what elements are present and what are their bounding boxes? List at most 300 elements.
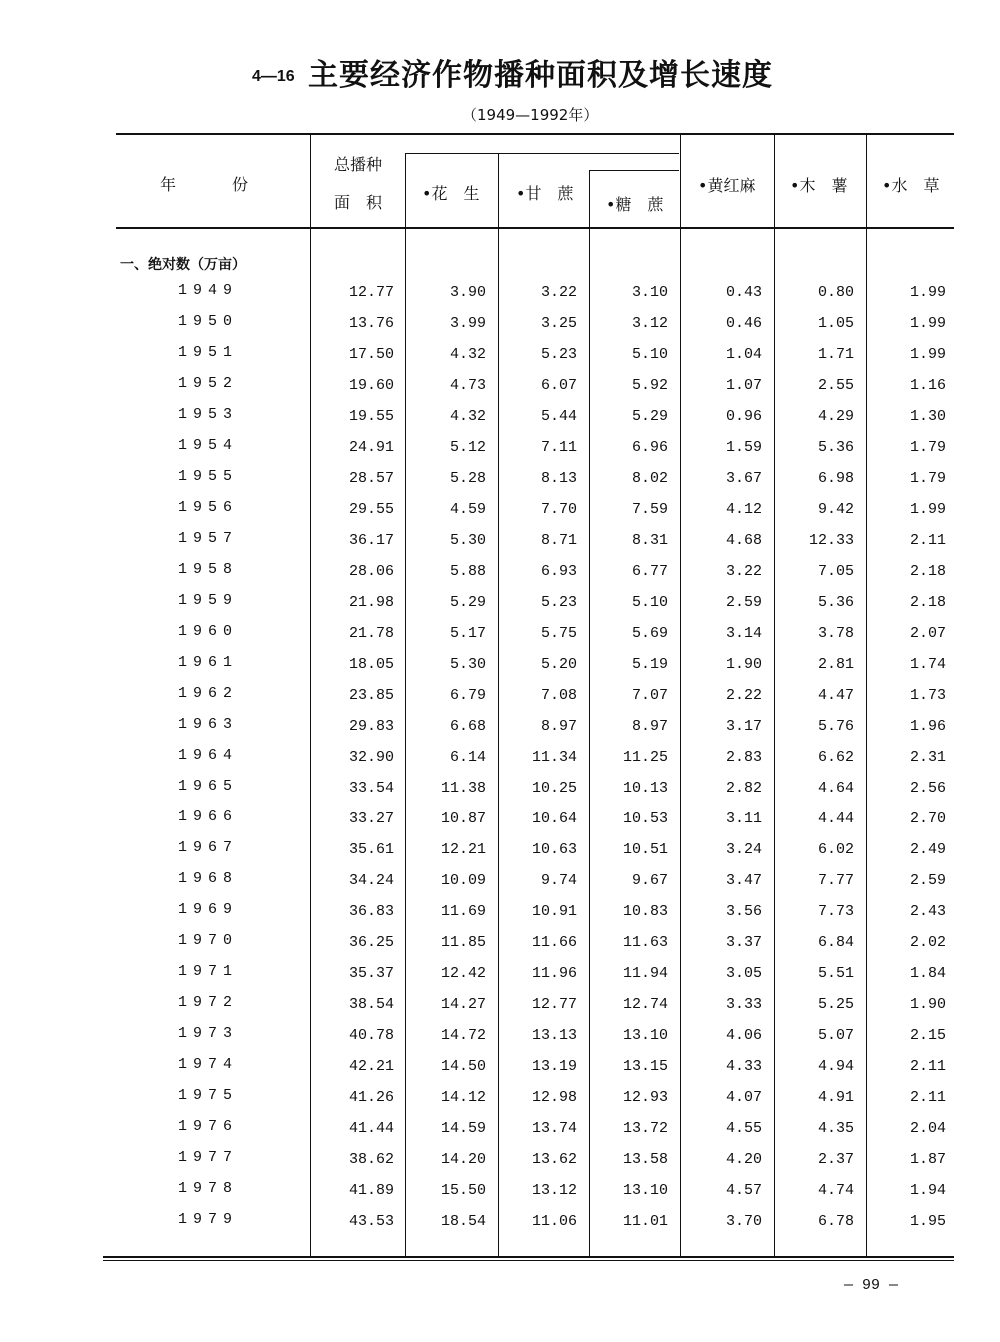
table-row (0, 747, 1000, 778)
year-cell: 1949 (178, 282, 239, 299)
year-cell: 1970 (178, 932, 239, 950)
table-row (0, 1025, 1000, 1056)
header-jute: •黄红麻 (698, 176, 756, 195)
peanut-cell: 14.20 (440, 1151, 486, 1169)
top-rule (116, 133, 954, 135)
peanut-cell: 3.99 (449, 314, 486, 332)
header-total-line2: 面 积 (334, 193, 383, 212)
jute-cell: 1.90 (725, 655, 762, 673)
table-row (0, 1149, 1000, 1180)
rush-cell: 2.18 (909, 562, 946, 580)
table-row (0, 1118, 1000, 1149)
sugarcane-cell: 12.77 (531, 996, 577, 1014)
rush-cell: 1.30 (909, 407, 946, 425)
total-cell: 12.77 (348, 284, 394, 301)
table-row (0, 901, 1000, 932)
sugarcane-cell: 12.98 (531, 1089, 577, 1107)
sugar-cane-cell: 11.94 (622, 965, 668, 983)
cassava-cell: 5.36 (817, 438, 854, 456)
rush-cell: 1.96 (909, 717, 946, 735)
sugar-cane-cell: 9.67 (631, 872, 668, 890)
rush-cell: 2.18 (909, 593, 946, 611)
total-cell: 42.21 (348, 1058, 394, 1076)
jute-cell: 4.12 (725, 500, 762, 518)
total-cell: 28.06 (348, 562, 394, 580)
peanut-cell: 5.17 (449, 624, 486, 642)
rush-cell: 1.84 (909, 965, 946, 983)
total-cell: 35.61 (348, 841, 394, 859)
sugar-cane-cell: 12.93 (622, 1089, 668, 1107)
rush-cell: 1.90 (909, 996, 946, 1014)
total-cell: 17.50 (348, 345, 394, 363)
total-cell: 21.78 (348, 624, 394, 642)
jute-cell: 3.33 (725, 996, 762, 1014)
year-cell: 1979 (178, 1211, 239, 1229)
jute-cell: 3.24 (725, 841, 762, 859)
peanut-cell: 12.21 (440, 841, 486, 859)
sugarcane-cell: 11.34 (531, 748, 577, 766)
table-row (0, 313, 1000, 344)
header-peanut: •花 生 (422, 184, 480, 203)
jute-cell: 0.96 (725, 407, 762, 425)
sugar-cane-cell: 5.92 (631, 376, 668, 394)
sugar-cane-cell: 13.72 (622, 1120, 668, 1138)
jute-cell: 4.68 (725, 531, 762, 549)
sugarcane-cell: 8.13 (540, 469, 577, 487)
jute-cell: 3.56 (725, 903, 762, 921)
cassava-cell: 6.84 (817, 934, 854, 952)
sugar-cane-cell: 6.96 (631, 438, 668, 456)
jute-cell: 3.17 (725, 717, 762, 735)
jute-cell: 4.06 (725, 1027, 762, 1045)
total-cell: 38.54 (348, 996, 394, 1014)
rush-cell: 1.73 (909, 686, 946, 704)
subtitle: （1949—1992年） (462, 106, 599, 124)
table-row (0, 685, 1000, 716)
jute-cell: 2.22 (725, 686, 762, 704)
sugar-cane-cell: 5.10 (631, 345, 668, 363)
sugarcane-cell: 5.44 (540, 407, 577, 425)
jute-cell: 1.07 (725, 376, 762, 394)
rush-cell: 2.02 (909, 934, 946, 952)
table-row (0, 839, 1000, 870)
table-row (0, 932, 1000, 963)
cassava-cell: 5.07 (817, 1027, 854, 1045)
cassava-cell: 7.73 (817, 903, 854, 921)
rush-cell: 1.94 (909, 1182, 946, 1200)
sugarcane-cell: 13.74 (531, 1120, 577, 1138)
year-cell: 1961 (178, 653, 239, 671)
rush-cell: 1.95 (909, 1213, 946, 1231)
year-cell: 1950 (178, 312, 239, 330)
peanut-cell: 4.59 (449, 500, 486, 518)
table-row (0, 437, 1000, 468)
total-cell: 21.98 (348, 593, 394, 611)
table-row (0, 406, 1000, 437)
rush-cell: 1.99 (909, 284, 946, 301)
sugar-cane-cell: 12.74 (622, 996, 668, 1014)
peanut-cell: 11.38 (440, 779, 486, 797)
jute-cell: 0.46 (725, 314, 762, 332)
table-body (0, 282, 1000, 1242)
jute-cell: 3.47 (725, 872, 762, 890)
sugarcane-cell: 3.22 (540, 284, 577, 301)
year-cell: 1977 (178, 1149, 239, 1167)
year-cell: 1965 (178, 777, 239, 795)
year-cell: 1967 (178, 839, 239, 857)
sugarcane-cell: 11.96 (531, 965, 577, 983)
peanut-cell: 5.88 (449, 562, 486, 580)
cassava-cell: 3.78 (817, 624, 854, 642)
sugarcane-cell: 7.08 (540, 686, 577, 704)
table-row (0, 375, 1000, 406)
peanut-cell: 18.54 (440, 1213, 486, 1231)
sugar-cane-cell: 8.31 (631, 531, 668, 549)
year-cell: 1956 (178, 498, 239, 516)
table-row (0, 994, 1000, 1025)
rush-cell: 1.99 (909, 345, 946, 363)
cassava-cell: 12.33 (808, 531, 854, 549)
cassava-cell: 2.55 (817, 376, 854, 394)
sugar-cane-cell: 5.69 (631, 624, 668, 642)
sugarcane-cell: 8.71 (540, 531, 577, 549)
total-cell: 29.55 (348, 500, 394, 518)
total-cell: 41.44 (348, 1120, 394, 1138)
jute-cell: 2.59 (725, 593, 762, 611)
header-bottom-rule (116, 227, 954, 229)
year-cell: 1968 (178, 870, 239, 888)
jute-cell: 4.55 (725, 1120, 762, 1138)
year-cell: 1960 (178, 622, 239, 640)
rush-cell: 1.16 (909, 376, 946, 394)
peanut-cell: 14.59 (440, 1120, 486, 1138)
sugarcane-cell: 5.20 (540, 655, 577, 673)
total-cell: 43.53 (348, 1213, 394, 1231)
jute-cell: 4.07 (725, 1089, 762, 1107)
table-row (0, 530, 1000, 561)
peanut-cell: 14.72 (440, 1027, 486, 1045)
total-cell: 24.91 (348, 438, 394, 456)
jute-cell: 3.11 (725, 810, 762, 828)
cassava-cell: 5.36 (817, 593, 854, 611)
peanut-cell: 6.68 (449, 717, 486, 735)
peanut-cell: 5.12 (449, 438, 486, 456)
cassava-cell: 4.94 (817, 1058, 854, 1076)
peanut-cell: 5.28 (449, 469, 486, 487)
total-cell: 35.37 (348, 965, 394, 983)
total-cell: 19.60 (348, 376, 394, 394)
sugarcane-cell: 3.25 (540, 314, 577, 332)
rush-cell: 1.79 (909, 438, 946, 456)
total-cell: 36.25 (348, 934, 394, 952)
year-cell: 1963 (178, 715, 239, 733)
total-cell: 33.27 (348, 810, 394, 828)
sugarcane-cell: 7.11 (540, 438, 577, 456)
rush-cell: 1.87 (909, 1151, 946, 1169)
rush-cell: 2.07 (909, 624, 946, 642)
cassava-cell: 6.02 (817, 841, 854, 859)
jute-cell: 0.43 (725, 284, 762, 301)
jute-cell: 3.22 (725, 562, 762, 580)
total-cell: 33.54 (348, 779, 394, 797)
total-cell: 29.83 (348, 717, 394, 735)
peanut-cell: 5.29 (449, 593, 486, 611)
rush-cell: 2.11 (909, 1089, 946, 1107)
sugar-cane-cell: 3.10 (631, 284, 668, 301)
header-sugar-cane: •糖 蔗 (606, 195, 664, 214)
jute-cell: 4.20 (725, 1151, 762, 1169)
peanut-cell: 5.30 (449, 655, 486, 673)
year-cell: 1962 (178, 684, 239, 702)
year-cell: 1964 (178, 746, 239, 764)
year-cell: 1971 (178, 963, 239, 981)
peanut-cell: 4.73 (449, 376, 486, 394)
section-label: 一、绝对数（万亩） (120, 257, 246, 273)
table-row (0, 499, 1000, 530)
sugarcane-cell: 11.06 (531, 1213, 577, 1231)
total-cell: 28.57 (348, 469, 394, 487)
page-number: — 99 — (844, 1277, 899, 1294)
peanut-cell: 6.14 (449, 748, 486, 766)
peanut-cell: 5.30 (449, 531, 486, 549)
cassava-cell: 6.78 (817, 1213, 854, 1231)
year-cell: 1954 (178, 436, 239, 454)
jute-cell: 4.57 (725, 1182, 762, 1200)
sugar-cane-cell: 10.83 (622, 903, 668, 921)
sugar-cane-cell: 13.15 (622, 1058, 668, 1076)
table-row (0, 1180, 1000, 1211)
sugarcane-cell: 9.74 (540, 872, 577, 890)
peanut-cell: 3.90 (449, 284, 486, 301)
table-row (0, 963, 1000, 994)
sugar-cane-cell: 10.51 (622, 841, 668, 859)
table-row (0, 468, 1000, 499)
sugar-cane-cell: 7.07 (631, 686, 668, 704)
cassava-cell: 9.42 (817, 500, 854, 518)
sugar-cane-cell: 10.13 (622, 779, 668, 797)
year-cell: 1953 (178, 405, 239, 423)
sugarcane-cell: 6.07 (540, 376, 577, 394)
sugarcane-cell: 10.91 (531, 903, 577, 921)
table-number: 4—16 (252, 68, 295, 85)
cassava-cell: 6.98 (817, 469, 854, 487)
rush-cell: 2.04 (909, 1120, 946, 1138)
sugar-cane-cell: 11.63 (622, 934, 668, 952)
total-cell: 38.62 (348, 1151, 394, 1169)
sugarcane-cell: 7.70 (540, 500, 577, 518)
year-cell: 1952 (178, 374, 239, 392)
sugar-cane-cell: 5.19 (631, 655, 668, 673)
cassava-cell: 2.81 (817, 655, 854, 673)
total-cell: 41.89 (348, 1182, 394, 1200)
year-cell: 1978 (178, 1180, 239, 1198)
cassava-cell: 2.37 (817, 1151, 854, 1169)
sugar-cane-cell: 8.97 (631, 717, 668, 735)
sugarcane-cell: 6.93 (540, 562, 577, 580)
table-row (0, 592, 1000, 623)
total-cell: 40.78 (348, 1027, 394, 1045)
sugarcane-cell: 10.63 (531, 841, 577, 859)
sugar-cane-cell: 7.59 (631, 500, 668, 518)
peanut-cell: 14.27 (440, 996, 486, 1014)
year-cell: 1959 (178, 591, 239, 609)
total-cell: 19.55 (348, 407, 394, 425)
table-row (0, 1211, 1000, 1242)
peanut-cell: 10.87 (440, 810, 486, 828)
header-sugarcane: •甘 蔗 (516, 184, 574, 203)
jute-cell: 2.82 (725, 779, 762, 797)
cassava-cell: 1.05 (817, 314, 854, 332)
total-cell: 36.17 (348, 531, 394, 549)
table-row (0, 654, 1000, 685)
cassava-cell: 4.29 (817, 407, 854, 425)
table-row (0, 778, 1000, 809)
year-cell: 1973 (178, 1025, 239, 1043)
total-cell: 41.26 (348, 1089, 394, 1107)
header-year: 年 份 (160, 175, 251, 194)
sugarcane-cell: 13.62 (531, 1151, 577, 1169)
year-cell: 1955 (178, 467, 239, 485)
sugar-cane-cell: 5.10 (631, 593, 668, 611)
table-row (0, 344, 1000, 375)
year-cell: 1966 (178, 808, 239, 826)
jute-cell: 3.67 (725, 469, 762, 487)
sugarcane-cell: 13.12 (531, 1182, 577, 1200)
sugarcane-cell: 10.64 (531, 810, 577, 828)
sugarcane-cell: 10.25 (531, 779, 577, 797)
sugar-cane-cell: 11.01 (622, 1213, 668, 1231)
sugarcane-cell: 13.13 (531, 1027, 577, 1045)
table-row (0, 1056, 1000, 1087)
header-rush: •水 草 (882, 176, 940, 195)
sugarcane-cell: 5.23 (540, 593, 577, 611)
peanut-cell: 14.12 (440, 1089, 486, 1107)
bottom-rule-thin (103, 1260, 954, 1261)
year-cell: 1969 (178, 901, 239, 919)
sugar-cane-cell: 11.25 (622, 748, 668, 766)
cassava-cell: 7.77 (817, 872, 854, 890)
peanut-cell: 12.42 (440, 965, 486, 983)
peanut-cell: 11.85 (440, 934, 486, 952)
cassava-cell: 4.44 (817, 810, 854, 828)
year-cell: 1972 (178, 994, 239, 1012)
total-cell: 36.83 (348, 903, 394, 921)
table-row (0, 1087, 1000, 1118)
sugar-cane-cell: 13.58 (622, 1151, 668, 1169)
sugar-cane-cell: 5.29 (631, 407, 668, 425)
jute-cell: 2.83 (725, 748, 762, 766)
sugar-cane-cell: 6.77 (631, 562, 668, 580)
rush-cell: 2.49 (909, 841, 946, 859)
cassava-cell: 4.64 (817, 779, 854, 797)
total-cell: 23.85 (348, 686, 394, 704)
cassava-cell: 4.35 (817, 1120, 854, 1138)
peanut-cell: 11.69 (440, 903, 486, 921)
rush-cell: 2.43 (909, 903, 946, 921)
rush-cell: 2.31 (909, 748, 946, 766)
jute-cell: 3.70 (725, 1213, 762, 1231)
rush-cell: 1.74 (909, 655, 946, 673)
cassava-cell: 4.74 (817, 1182, 854, 1200)
year-cell: 1976 (178, 1118, 239, 1136)
sugar-cane-cell: 13.10 (622, 1027, 668, 1045)
cassava-cell: 5.76 (817, 717, 854, 735)
rush-cell: 2.59 (909, 872, 946, 890)
cassava-cell: 4.91 (817, 1089, 854, 1107)
peanut-cell: 14.50 (440, 1058, 486, 1076)
cassava-cell: 6.62 (817, 748, 854, 766)
cassava-cell: 0.80 (817, 284, 854, 301)
rush-cell: 1.79 (909, 469, 946, 487)
cassava-cell: 5.25 (817, 996, 854, 1014)
rush-cell: 1.99 (909, 314, 946, 332)
sugar-cane-cell: 8.02 (631, 469, 668, 487)
sugar-cane-cell: 3.12 (631, 314, 668, 332)
year-cell: 1974 (178, 1056, 239, 1074)
rush-cell: 2.11 (909, 531, 946, 549)
sugar-cane-cell: 13.10 (622, 1182, 668, 1200)
year-cell: 1951 (178, 343, 239, 361)
cassava-cell: 5.51 (817, 965, 854, 983)
table-row (0, 623, 1000, 654)
table-title (0, 50, 1000, 94)
header-cassava: •木 薯 (790, 176, 848, 195)
rush-cell: 2.70 (909, 810, 946, 828)
jute-cell: 3.37 (725, 934, 762, 952)
sugarcane-cell: 5.75 (540, 624, 577, 642)
jute-cell: 3.05 (725, 965, 762, 983)
peanut-cell: 4.32 (449, 345, 486, 363)
peanut-cell: 4.32 (449, 407, 486, 425)
peanut-cell: 6.79 (449, 686, 486, 704)
total-cell: 18.05 (348, 655, 394, 673)
table-row (0, 561, 1000, 592)
year-cell: 1975 (178, 1087, 239, 1105)
table-row (0, 808, 1000, 839)
header-total-line1: 总播种 (334, 155, 383, 174)
sugar-cane-cell: 10.53 (622, 810, 668, 828)
table-row (0, 282, 1000, 313)
cassava-cell: 7.05 (817, 562, 854, 580)
total-cell: 34.24 (348, 872, 394, 890)
sugarcane-cell: 5.23 (540, 345, 577, 363)
rush-cell: 2.11 (909, 1058, 946, 1076)
sugarcane-cell: 8.97 (540, 717, 577, 735)
cassava-cell: 1.71 (817, 345, 854, 363)
sugarcane-cell: 11.66 (531, 934, 577, 952)
jute-cell: 1.04 (725, 345, 762, 363)
table-row (0, 870, 1000, 901)
year-cell: 1957 (178, 529, 239, 547)
table-row (0, 716, 1000, 747)
sugar-subgroup-rule (590, 170, 679, 171)
year-cell: 1958 (178, 560, 239, 578)
sugarcane-group-rule (406, 153, 679, 154)
sugarcane-cell: 13.19 (531, 1058, 577, 1076)
jute-cell: 3.14 (725, 624, 762, 642)
total-cell: 32.90 (348, 748, 394, 766)
rush-cell: 1.99 (909, 500, 946, 518)
jute-cell: 1.59 (725, 438, 762, 456)
rush-cell: 2.15 (909, 1027, 946, 1045)
jute-cell: 4.33 (725, 1058, 762, 1076)
bottom-rule (103, 1256, 954, 1258)
peanut-cell: 15.50 (440, 1182, 486, 1200)
total-cell: 13.76 (348, 314, 394, 332)
title-text: 主要经济作物播种面积及增长速度 (308, 58, 773, 93)
peanut-cell: 10.09 (440, 872, 486, 890)
cassava-cell: 4.47 (817, 686, 854, 704)
